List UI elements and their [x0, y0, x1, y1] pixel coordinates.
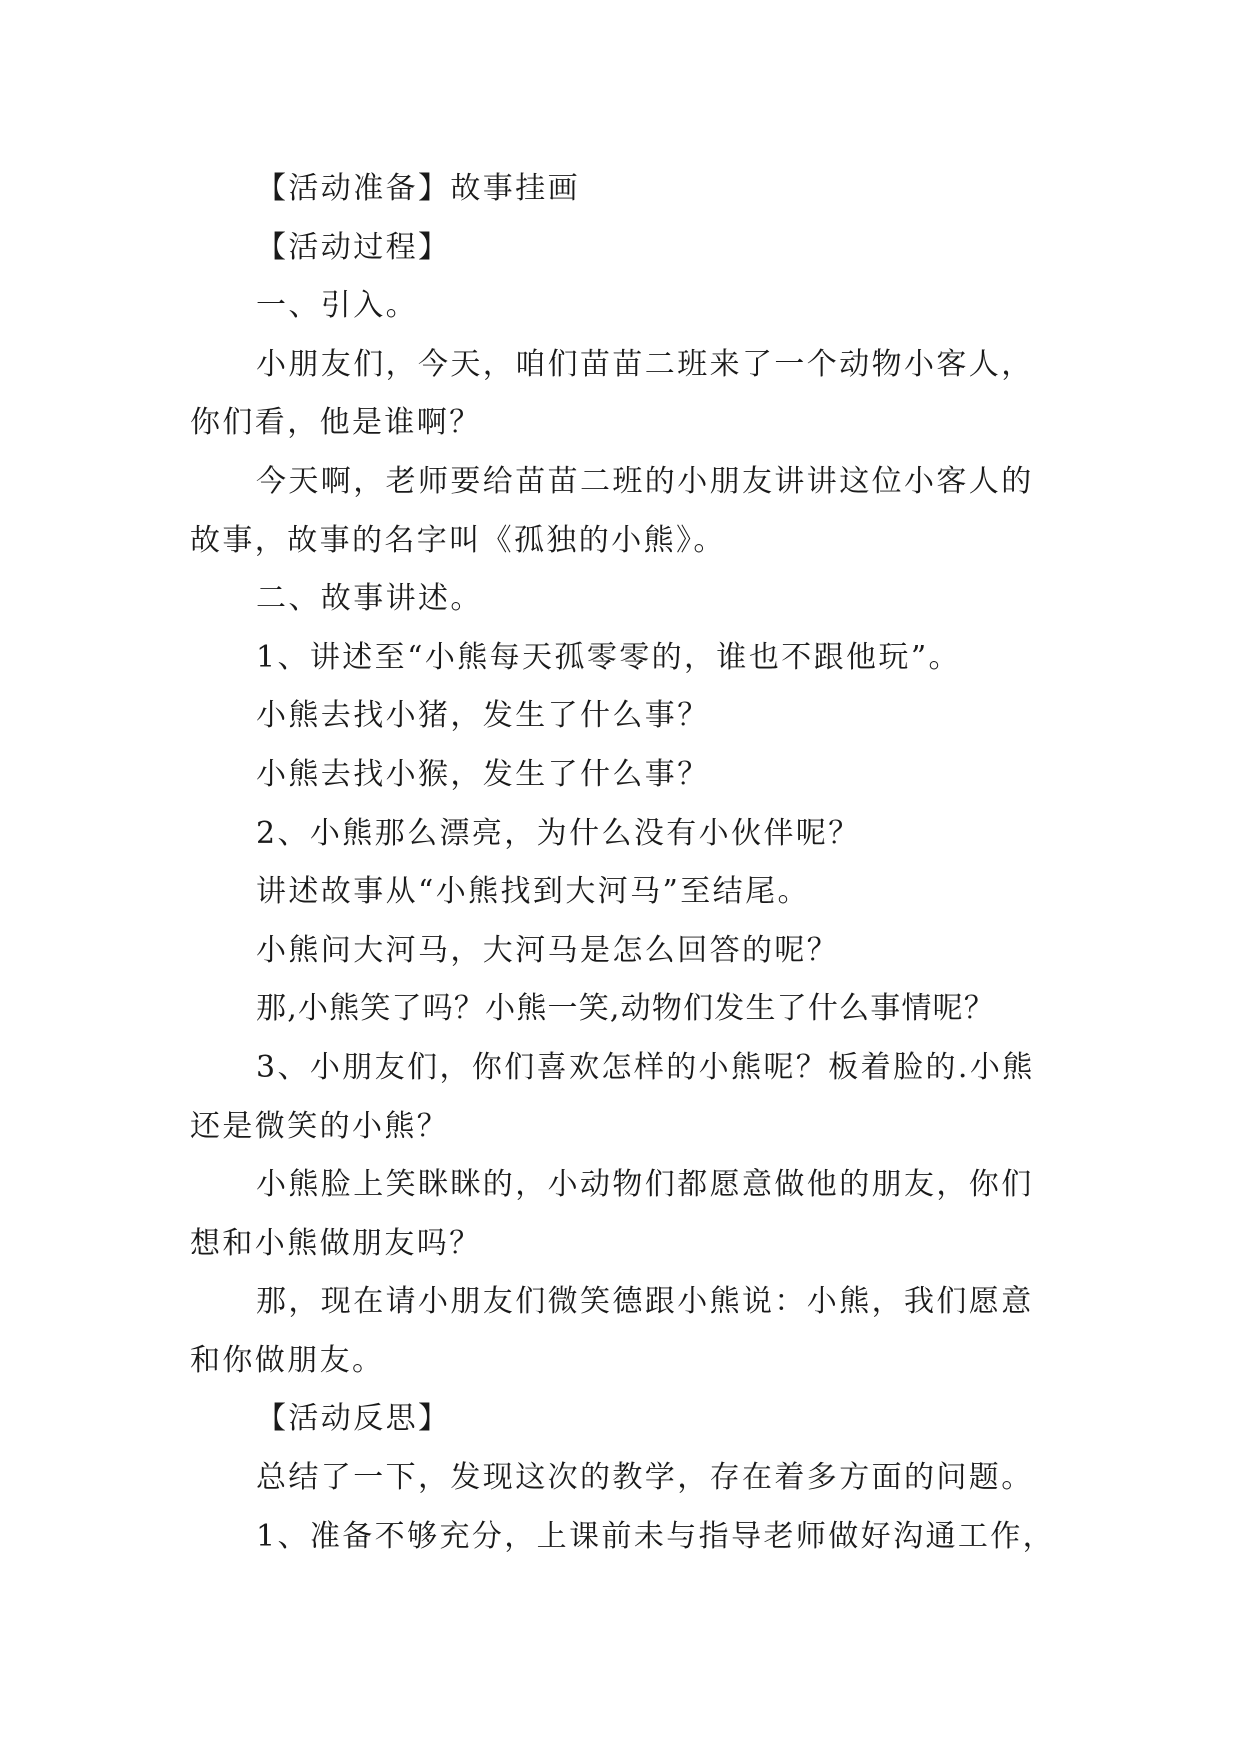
- heading-activity-process: 【活动过程】: [256, 229, 451, 265]
- paragraph-question-monkey: 小熊去找小猴，发生了什么事？: [256, 756, 710, 792]
- paragraph-question-pig: 小熊去找小猪，发生了什么事？: [256, 698, 710, 734]
- section-introduction: 一、引入。: [256, 288, 418, 324]
- paragraph-question-smile: 那,小熊笑了吗？小熊一笑,动物们发生了什么事情呢？: [256, 991, 996, 1027]
- paragraph-reflection-point-1: 1、准备不够充分，上课前未与指导老师做好沟通工作，: [256, 1518, 1056, 1554]
- heading-activity-preparation: 【活动准备】故事挂画: [256, 171, 580, 206]
- section-storytelling: 二、故事讲述。: [256, 581, 483, 617]
- document-body: [190, 160, 1060, 1566]
- paragraph-intro-greeting: 小朋友们，今天，咱们苗苗二班来了一个动物小客人，你们看，他是谁啊？: [190, 346, 1034, 441]
- paragraph-step-3: 3、小朋友们，你们喜欢怎样的小熊呢？板着脸的.小熊还是微笑的小熊？: [190, 1049, 1035, 1144]
- paragraph-story-title: 今天啊，老师要给苗苗二班的小朋友讲讲这位小客人的故事，故事的名字叫《孤独的小熊》。: [190, 463, 1034, 558]
- paragraph-story-hippo: 讲述故事从“小熊找到大河马”至结尾。: [256, 874, 810, 910]
- heading-activity-reflection: 【活动反思】: [256, 1401, 451, 1437]
- paragraph-question-hippo: 小熊问大河马，大河马是怎么回答的呢？: [256, 932, 840, 968]
- paragraph-invitation: 那，现在请小朋友们微笑德跟小熊说：小熊，我们愿意和你做朋友。: [190, 1284, 1034, 1378]
- paragraph-friends: 小熊脸上笑眯眯的，小动物们都愿意做他的朋友，你们想和小熊做朋友吗？: [190, 1167, 1034, 1261]
- paragraph-step-2: 2、小熊那么漂亮，为什么没有小伙伴呢？: [256, 815, 861, 851]
- paragraph-reflection-summary: 总结了一下，发现这次的教学，存在着多方面的问题。: [256, 1460, 1034, 1496]
- paragraph-step-1: 1、讲述至“小熊每天孤零零的，谁也不跟他玩”。: [256, 639, 961, 675]
